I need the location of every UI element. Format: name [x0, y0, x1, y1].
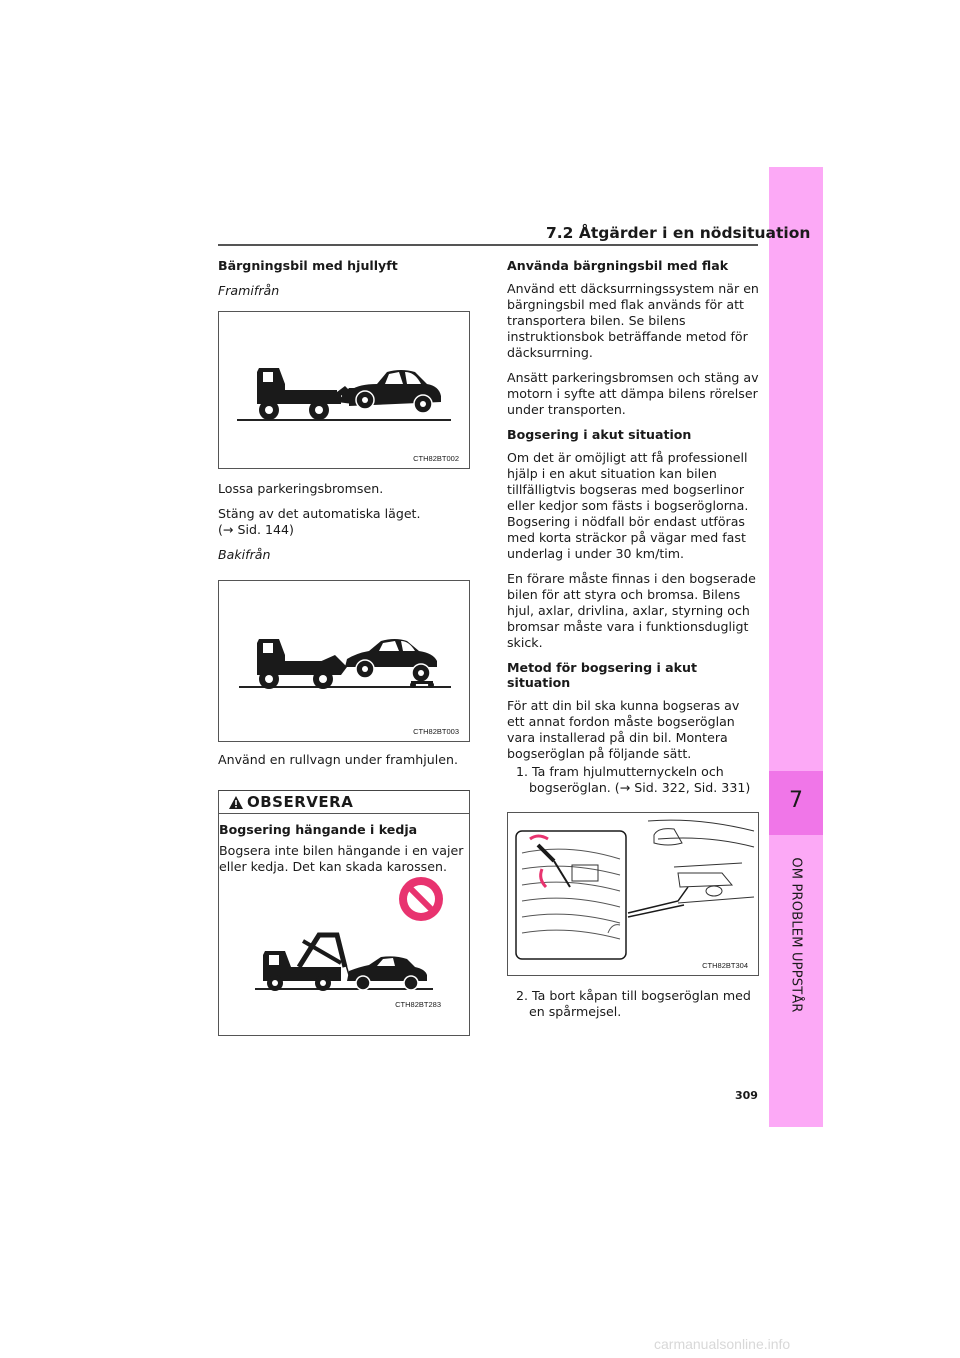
method-heading: Metod för bogsering i akut situation [507, 660, 698, 690]
figure-wheel-lift-front [218, 311, 470, 469]
warning-triangle-icon [229, 796, 243, 809]
left-column [218, 258, 470, 1036]
caution-box [218, 790, 470, 1036]
flatbed-heading: Använda bärgningsbil med flak [507, 258, 729, 273]
chapter-title: OM PROBLEM UPPSTÅR [788, 857, 804, 1013]
figure-tow-eye-cover [507, 812, 759, 976]
step-1: 1. Ta fram hjulmutternyckeln och bogseröglan. (→ Sid. 322, Sid. 331) [516, 764, 751, 795]
chapter-number: 7 [789, 788, 803, 813]
caution-title: OBSERVERA [247, 793, 354, 811]
right-column [507, 258, 759, 1029]
figure-wheel-lift-rear [218, 580, 470, 742]
flatbed-paragraph-2: Ansätt parkeringsbromsen och stäng av motorn i syfte att dämpa bilens rörelser under transporten. [507, 370, 759, 417]
auto-off-text: Stäng av det automatiska läget. [218, 506, 421, 521]
caution-header [219, 791, 469, 814]
front-label: Framifrån [218, 283, 280, 298]
section-title: 7.2 Åtgärder i en nödsituation [546, 224, 811, 242]
figure-caption: CTH82BT002 [413, 454, 459, 463]
figure-caption: CTH82BT304 [702, 961, 748, 970]
flatbed-paragraph-1: Använd ett däcksurrningssystem när en bärgningsbil med flak används för att transportera bilen. Se bilens instruktionsbok beträffande metod för däcksurrning. [507, 281, 759, 360]
emergency-paragraph-1: Om det är omöjligt att få professionell hjälp i en akut situation kan bilen tillfälligtvis bogseras med bogserlinor eller kedjor som fästs i bogseröglorna. Bogsering i nödfall bör endast utföras med korta sträckor på vägar med fast underlag i under 30 km/tim. [507, 450, 749, 561]
figure-caption: CTH82BT283 [395, 1000, 441, 1009]
method-paragraph: För att din bil ska kunna bogseras av ett annat fordon måste bogseröglan vara installerad på din bil. Montera bogseröglan på följande sätt. [507, 698, 740, 761]
chain-tow-illustration [219, 871, 469, 1011]
use-dolly-text: Använd en rullvagn under framhjulen. [218, 752, 458, 767]
auto-off-ref[interactable]: (→ Sid. 144) [218, 522, 294, 537]
front-bumper-illustration [508, 813, 758, 975]
emergency-paragraph-2: En förare måste finnas i den bogserade bilen för att styra och bromsa. Bilens hjul, axlar, drivlina, axlar, styrning och bromsar måste vara i funktionsdugligt skick. [507, 571, 756, 650]
page-number: 309 [735, 1089, 758, 1102]
caution-heading: Bogsering hängande i kedja [219, 822, 418, 837]
step-2: 2. Ta bort kåpan till bogseröglan med en spårmejsel. [516, 988, 751, 1019]
rear-label: Bakifrån [218, 547, 271, 562]
header-divider [218, 244, 758, 246]
caution-text: Bogsera inte bilen hängande i en vajer eller kedja. Det kan skada karossen. [219, 843, 464, 874]
emergency-heading: Bogsering i akut situation [507, 427, 692, 442]
watermark: carmanualsonline.info [654, 1336, 791, 1352]
tow-truck-front-illustration [219, 312, 469, 468]
wheel-lift-heading: Bärgningsbil med hjullyft [218, 258, 398, 273]
figure-caption: CTH82BT003 [413, 727, 459, 736]
tow-truck-rear-illustration [219, 581, 469, 741]
release-brake-text: Lossa parkeringsbromsen. [218, 481, 384, 496]
